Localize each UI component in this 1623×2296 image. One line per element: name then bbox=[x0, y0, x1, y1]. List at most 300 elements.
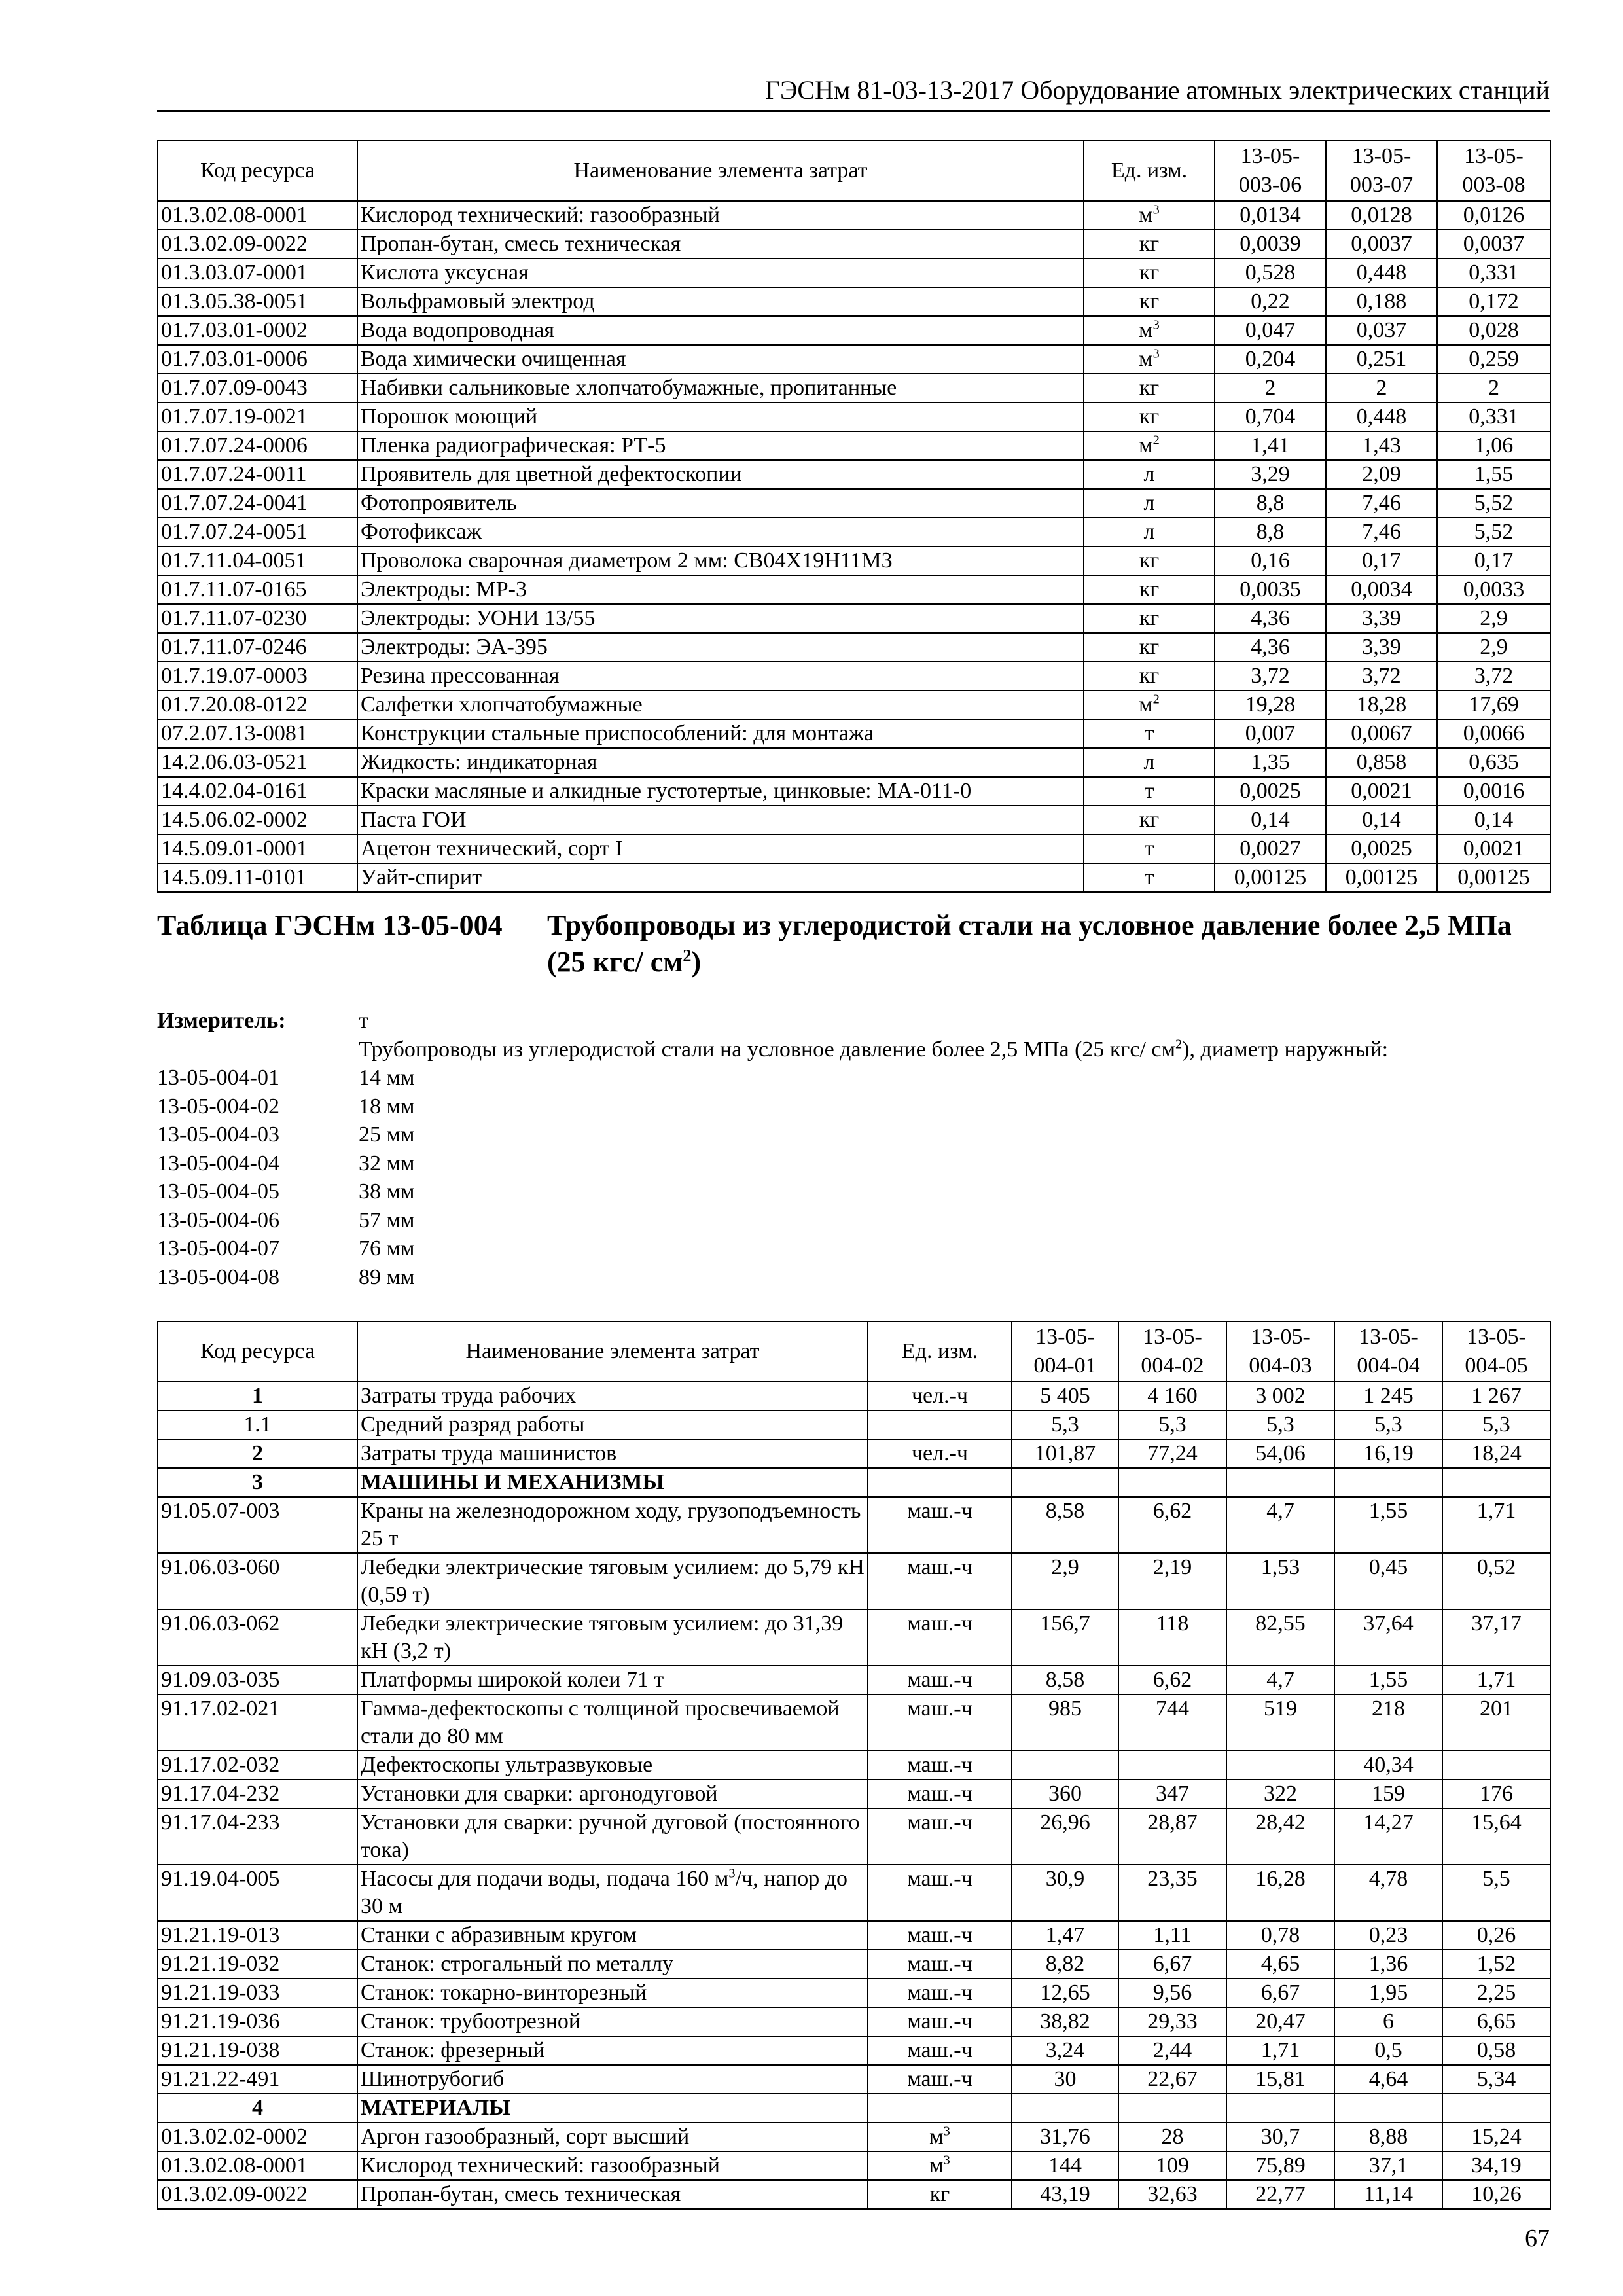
cost-element-name: Краны на железнодорожном ходу, грузоподъемность 25 т bbox=[357, 1497, 868, 1553]
value: 11,14 bbox=[1334, 2180, 1442, 2209]
cost-element-name: Электроды: УОНИ 13/55 bbox=[357, 604, 1084, 633]
value: 32,63 bbox=[1118, 2180, 1226, 2209]
cost-element-name: Насосы для подачи воды, подача 160 $м^3/ч$, напор до 30 м bbox=[357, 1865, 868, 1921]
resource-code: 91.21.19-032 bbox=[158, 1950, 357, 1979]
table1-header-cell-5: 13-05- 003-08 bbox=[1437, 141, 1550, 201]
resource-code: 1 bbox=[158, 1382, 357, 1410]
cost-element-name: Вода химически очищенная bbox=[357, 345, 1084, 374]
unit: маш.-ч bbox=[868, 1695, 1012, 1751]
value: 8,8 bbox=[1215, 489, 1326, 518]
value: 17,69 bbox=[1437, 691, 1550, 719]
unit: чел.-ч bbox=[868, 1439, 1012, 1468]
unit: $м^3$ bbox=[868, 2123, 1012, 2151]
unit: т bbox=[1084, 719, 1215, 748]
value: 28,87 bbox=[1118, 1808, 1226, 1865]
unit: $м^3$ bbox=[1084, 201, 1215, 230]
cost-element-name: Электроды: ЭА-395 bbox=[357, 633, 1084, 662]
value: 3 002 bbox=[1226, 1382, 1334, 1410]
value: 101,87 bbox=[1012, 1439, 1118, 1468]
measure-item bbox=[157, 1149, 1550, 1178]
value: 54,06 bbox=[1226, 1439, 1334, 1468]
value: 5,3 bbox=[1012, 1410, 1118, 1439]
value: 0,448 bbox=[1326, 403, 1437, 431]
value: 0,17 bbox=[1437, 547, 1550, 575]
table-row bbox=[158, 777, 1550, 806]
table-row bbox=[158, 2180, 1550, 2209]
cost-element-name: Лебедки электрические тяговым усилием: до 5,79 кН (0,59 т) bbox=[357, 1553, 868, 1609]
resource-code: 01.3.02.02-0002 bbox=[158, 2123, 357, 2151]
unit: $м^2$ bbox=[1084, 691, 1215, 719]
value: 30,7 bbox=[1226, 2123, 1334, 2151]
value: 4 160 bbox=[1118, 1382, 1226, 1410]
value: 0,0128 bbox=[1326, 201, 1437, 230]
cost-element-name: Дефектоскопы ультразвуковые bbox=[357, 1751, 868, 1780]
value: 1,55 bbox=[1437, 460, 1550, 489]
value: 0,331 bbox=[1437, 259, 1550, 287]
value: 40,34 bbox=[1334, 1751, 1442, 1780]
value: 1,71 bbox=[1442, 1666, 1550, 1695]
unit: кг bbox=[1084, 287, 1215, 316]
cost-element-name: Шинотрубогиб bbox=[357, 2065, 868, 2094]
cost-element-name: Платформы широкой колеи 71 т bbox=[357, 1666, 868, 1695]
unit: маш.-ч bbox=[868, 1979, 1012, 2007]
value: 0,5 bbox=[1334, 2036, 1442, 2065]
value: 18,28 bbox=[1326, 691, 1437, 719]
value: 2,09 bbox=[1326, 460, 1437, 489]
resource-code: 91.09.03-035 bbox=[158, 1666, 357, 1695]
value: 218 bbox=[1334, 1695, 1442, 1751]
value: 4,65 bbox=[1226, 1950, 1334, 1979]
cost-element-name: Салфетки хлопчатобумажные bbox=[357, 691, 1084, 719]
unit: кг bbox=[1084, 374, 1215, 403]
value: 8,88 bbox=[1334, 2123, 1442, 2151]
value: 744 bbox=[1118, 1695, 1226, 1751]
value: 6,65 bbox=[1442, 2007, 1550, 2036]
unit: маш.-ч bbox=[868, 1780, 1012, 1808]
resource-code: 01.7.19.07-0003 bbox=[158, 662, 357, 691]
unit bbox=[868, 1410, 1012, 1439]
measure-item-diameter: 89 мм bbox=[359, 1265, 415, 1289]
cost-element-name: Станок: трубоотрезной bbox=[357, 2007, 868, 2036]
value: 75,89 bbox=[1226, 2151, 1334, 2180]
unit bbox=[868, 2094, 1012, 2123]
cost-element-name: Вода водопроводная bbox=[357, 316, 1084, 345]
unit: кг bbox=[1084, 806, 1215, 834]
resource-code: 01.7.03.01-0002 bbox=[158, 316, 357, 345]
cost-element-name: Аргон газообразный, сорт высший bbox=[357, 2123, 868, 2151]
resource-code: 01.7.07.09-0043 bbox=[158, 374, 357, 403]
value: 0,17 bbox=[1326, 547, 1437, 575]
resource-code: 01.3.05.38-0051 bbox=[158, 287, 357, 316]
value bbox=[1442, 2094, 1550, 2123]
table-row bbox=[158, 431, 1550, 460]
measure-item-code: 13-05-004-07 bbox=[157, 1236, 279, 1261]
table1-header-cell-2: Ед. изм. bbox=[1084, 141, 1215, 201]
value: 144 bbox=[1012, 2151, 1118, 2180]
cost-element-name: Станок: фрезерный bbox=[357, 2036, 868, 2065]
resource-code: 01.3.02.08-0001 bbox=[158, 201, 357, 230]
value: 1 267 bbox=[1442, 1382, 1550, 1410]
value: 3,39 bbox=[1326, 633, 1437, 662]
cost-element-name: Конструкции стальные приспособлений: для монтажа bbox=[357, 719, 1084, 748]
value: 0,0035 bbox=[1215, 575, 1326, 604]
value: 0,26 bbox=[1442, 1921, 1550, 1950]
value: 0,172 bbox=[1437, 287, 1550, 316]
value: 3,29 bbox=[1215, 460, 1326, 489]
table-row bbox=[158, 1808, 1550, 1865]
value: 1,47 bbox=[1012, 1921, 1118, 1950]
cost-element-name: Проволока сварочная диаметром 2 мм: СВ04Х19Н11М3 bbox=[357, 547, 1084, 575]
value: 0,858 bbox=[1326, 748, 1437, 777]
measure-item-code: 13-05-004-03 bbox=[157, 1122, 279, 1147]
value: 5,3 bbox=[1334, 1410, 1442, 1439]
value: 0,0016 bbox=[1437, 777, 1550, 806]
resource-code: 01.3.02.09-0022 bbox=[158, 230, 357, 259]
table1-header-cell-3: 13-05- 003-06 bbox=[1215, 141, 1326, 201]
unit: л bbox=[1084, 518, 1215, 547]
table-row bbox=[158, 1780, 1550, 1808]
resource-code: 14.5.09.01-0001 bbox=[158, 834, 357, 863]
table-row bbox=[158, 863, 1550, 892]
value bbox=[1334, 1468, 1442, 1497]
value: 4,64 bbox=[1334, 2065, 1442, 2094]
resource-code: 91.17.02-032 bbox=[158, 1751, 357, 1780]
unit: чел.-ч bbox=[868, 1382, 1012, 1410]
value: 0,0033 bbox=[1437, 575, 1550, 604]
value: 16,19 bbox=[1334, 1439, 1442, 1468]
table-row bbox=[158, 2151, 1550, 2180]
value: 0,22 bbox=[1215, 287, 1326, 316]
value: 23,35 bbox=[1118, 1865, 1226, 1921]
value: 1 245 bbox=[1334, 1382, 1442, 1410]
unit: кг bbox=[1084, 633, 1215, 662]
value: 3,72 bbox=[1437, 662, 1550, 691]
value bbox=[1226, 1468, 1334, 1497]
resource-code: 01.7.11.07-0165 bbox=[158, 575, 357, 604]
value: 7,46 bbox=[1326, 489, 1437, 518]
table1-header-cell-1: Наименование элемента затрат bbox=[357, 141, 1084, 201]
value: 3,72 bbox=[1326, 662, 1437, 691]
table2-header-cell-7: 13-05- 004-05 bbox=[1442, 1321, 1550, 1382]
value: 7,46 bbox=[1326, 518, 1437, 547]
value: 8,8 bbox=[1215, 518, 1326, 547]
value: 4,78 bbox=[1334, 1865, 1442, 1921]
table-row bbox=[158, 2007, 1550, 2036]
value: 8,58 bbox=[1012, 1666, 1118, 1695]
value: 4,36 bbox=[1215, 604, 1326, 633]
table-row bbox=[158, 748, 1550, 777]
table-row bbox=[158, 662, 1550, 691]
value: 12,65 bbox=[1012, 1979, 1118, 2007]
value: 347 bbox=[1118, 1780, 1226, 1808]
value: 322 bbox=[1226, 1780, 1334, 1808]
resource-code: 1.1 bbox=[158, 1410, 357, 1439]
value: 1,06 bbox=[1437, 431, 1550, 460]
value: 0,028 bbox=[1437, 316, 1550, 345]
value bbox=[1334, 2094, 1442, 2123]
cost-element-name: Установки для сварки: ручной дуговой (постоянного тока) bbox=[357, 1808, 868, 1865]
table2-header bbox=[158, 1321, 1550, 1382]
value: 0,78 bbox=[1226, 1921, 1334, 1950]
value: 22,67 bbox=[1118, 2065, 1226, 2094]
value: 0,704 bbox=[1215, 403, 1326, 431]
table2-header-cell-2: Ед. изм. bbox=[868, 1321, 1012, 1382]
value: 82,55 bbox=[1226, 1609, 1334, 1666]
table-row bbox=[158, 1497, 1550, 1553]
value: 201 bbox=[1442, 1695, 1550, 1751]
resource-code: 07.2.07.13-0081 bbox=[158, 719, 357, 748]
value: 0,635 bbox=[1437, 748, 1550, 777]
section-title: Трубопроводы из углеродистой стали на условное давление более 2,5 МПа (25 кгс/ $см^2$) bbox=[547, 909, 1512, 978]
value: 2,25 bbox=[1442, 1979, 1550, 2007]
value bbox=[1118, 2094, 1226, 2123]
table-row bbox=[158, 460, 1550, 489]
value: 2,9 bbox=[1012, 1553, 1118, 1609]
value: 1,41 bbox=[1215, 431, 1326, 460]
value: 4,7 bbox=[1226, 1497, 1334, 1553]
measure-item bbox=[157, 1177, 1550, 1206]
value bbox=[1442, 1468, 1550, 1497]
cost-element-name: Краски масляные и алкидные густотертые, цинковые: МА-011-0 bbox=[357, 777, 1084, 806]
value bbox=[1226, 1751, 1334, 1780]
unit: маш.-ч bbox=[868, 1497, 1012, 1553]
resource-code: 01.7.11.07-0230 bbox=[158, 604, 357, 633]
cost-element-name: Порошок моющий bbox=[357, 403, 1084, 431]
value: 18,24 bbox=[1442, 1439, 1550, 1468]
value: 37,17 bbox=[1442, 1609, 1550, 1666]
value: 37,64 bbox=[1334, 1609, 1442, 1666]
resource-code: 14.4.02.04-0161 bbox=[158, 777, 357, 806]
value: 5 405 bbox=[1012, 1382, 1118, 1410]
unit: кг bbox=[1084, 662, 1215, 691]
resource-code: 01.3.02.08-0001 bbox=[158, 2151, 357, 2180]
table-row bbox=[158, 547, 1550, 575]
unit: т bbox=[1084, 777, 1215, 806]
table1-header-cell-0: Код ресурса bbox=[158, 141, 357, 201]
value: 1,55 bbox=[1334, 1666, 1442, 1695]
resource-code: 91.06.03-062 bbox=[158, 1609, 357, 1666]
cost-element-name: Гамма-дефектоскопы с толщиной просвечиваемой стали до 80 мм bbox=[357, 1695, 868, 1751]
value: 0,331 bbox=[1437, 403, 1550, 431]
cost-element-name: Уайт-спирит bbox=[357, 863, 1084, 892]
resource-code: 91.17.04-233 bbox=[158, 1808, 357, 1865]
table-row bbox=[158, 403, 1550, 431]
value: 1,52 bbox=[1442, 1950, 1550, 1979]
value: 6 bbox=[1334, 2007, 1442, 2036]
value: 5,52 bbox=[1437, 489, 1550, 518]
value: 14,27 bbox=[1334, 1808, 1442, 1865]
value: 6,62 bbox=[1118, 1666, 1226, 1695]
measure-item bbox=[157, 1263, 1550, 1292]
value: 0,14 bbox=[1215, 806, 1326, 834]
cost-element-name: МАШИНЫ И МЕХАНИЗМЫ bbox=[357, 1468, 868, 1497]
table-row bbox=[158, 1950, 1550, 1979]
unit: т bbox=[1084, 863, 1215, 892]
value: 2,19 bbox=[1118, 1553, 1226, 1609]
table2-header-cell-6: 13-05- 004-04 bbox=[1334, 1321, 1442, 1382]
cost-element-name: Лебедки электрические тяговым усилием: до 31,39 кН (3,2 т) bbox=[357, 1609, 868, 1666]
measure-item-diameter: 38 мм bbox=[359, 1179, 415, 1204]
value: 156,7 bbox=[1012, 1609, 1118, 1666]
running-header-text: ГЭСНм 81-03-13-2017 Оборудование атомных электрических станций bbox=[764, 75, 1550, 105]
value: 0,58 bbox=[1442, 2036, 1550, 2065]
value: 8,82 bbox=[1012, 1950, 1118, 1979]
unit: маш.-ч bbox=[868, 2007, 1012, 2036]
value: 0,14 bbox=[1326, 806, 1437, 834]
value: 31,76 bbox=[1012, 2123, 1118, 2151]
measure-item-code: 13-05-004-08 bbox=[157, 1265, 279, 1289]
unit: маш.-ч bbox=[868, 1865, 1012, 1921]
table-row bbox=[158, 575, 1550, 604]
value: 5,3 bbox=[1118, 1410, 1226, 1439]
resource-code: 01.7.07.19-0021 bbox=[158, 403, 357, 431]
unit: маш.-ч bbox=[868, 1666, 1012, 1695]
value: 0,251 bbox=[1326, 345, 1437, 374]
value: 0,0126 bbox=[1437, 201, 1550, 230]
unit: л bbox=[1084, 748, 1215, 777]
cost-element-name: Станок: строгальный по металлу bbox=[357, 1950, 868, 1979]
table-row bbox=[158, 1979, 1550, 2007]
measure-item bbox=[157, 1121, 1550, 1149]
value bbox=[1012, 2094, 1118, 2123]
value: 1,43 bbox=[1326, 431, 1437, 460]
value: 28 bbox=[1118, 2123, 1226, 2151]
unit: кг bbox=[1084, 575, 1215, 604]
resource-code: 91.21.19-038 bbox=[158, 2036, 357, 2065]
cost-element-name: Ацетон технический, сорт I bbox=[357, 834, 1084, 863]
table-row bbox=[158, 287, 1550, 316]
value: 0,047 bbox=[1215, 316, 1326, 345]
cost-element-name: Резина прессованная bbox=[357, 662, 1084, 691]
table1-body bbox=[158, 201, 1550, 892]
resource-code: 3 bbox=[158, 1468, 357, 1497]
measure-item-code: 13-05-004-01 bbox=[157, 1066, 279, 1090]
unit: кг bbox=[1084, 604, 1215, 633]
table-row bbox=[158, 518, 1550, 547]
value: 1,95 bbox=[1334, 1979, 1442, 2007]
value: 176 bbox=[1442, 1780, 1550, 1808]
running-header bbox=[157, 73, 1550, 112]
cost-element-name: Затраты труда машинистов bbox=[357, 1439, 868, 1468]
cost-element-name: МАТЕРИАЛЫ bbox=[357, 2094, 868, 2123]
unit: маш.-ч bbox=[868, 1950, 1012, 1979]
unit: т bbox=[1084, 834, 1215, 863]
table-row bbox=[158, 230, 1550, 259]
resource-code: 14.5.09.11-0101 bbox=[158, 863, 357, 892]
value: 0,23 bbox=[1334, 1921, 1442, 1950]
value: 30 bbox=[1012, 2065, 1118, 2094]
unit bbox=[868, 1468, 1012, 1497]
measure-item-diameter: 32 мм bbox=[359, 1151, 415, 1175]
table-row bbox=[158, 2123, 1550, 2151]
cost-element-name: Затраты труда рабочих bbox=[357, 1382, 868, 1410]
measure-block bbox=[157, 1007, 1550, 1291]
cost-element-name: Кислота уксусная bbox=[357, 259, 1084, 287]
table1-header-cell-4: 13-05- 003-07 bbox=[1326, 141, 1437, 201]
unit: л bbox=[1084, 460, 1215, 489]
value: 9,56 bbox=[1118, 1979, 1226, 2007]
value: 29,33 bbox=[1118, 2007, 1226, 2036]
value: 0,45 bbox=[1334, 1553, 1442, 1609]
table-row bbox=[158, 1609, 1550, 1666]
resource-code: 01.7.07.24-0006 bbox=[158, 431, 357, 460]
value bbox=[1012, 1751, 1118, 1780]
table-row bbox=[158, 1439, 1550, 1468]
resource-code: 91.21.22-491 bbox=[158, 2065, 357, 2094]
section-label: Таблица ГЭСНм 13-05-004 bbox=[157, 909, 503, 941]
measure-item bbox=[157, 1064, 1550, 1092]
table2-body bbox=[158, 1382, 1550, 2209]
value: 0,16 bbox=[1215, 547, 1326, 575]
value: 26,96 bbox=[1012, 1808, 1118, 1865]
value: 6,62 bbox=[1118, 1497, 1226, 1553]
unit: кг bbox=[1084, 259, 1215, 287]
table-row bbox=[158, 691, 1550, 719]
table-row bbox=[158, 1921, 1550, 1950]
resource-code: 91.21.19-013 bbox=[158, 1921, 357, 1950]
unit: кг bbox=[1084, 547, 1215, 575]
table-row bbox=[158, 1695, 1550, 1751]
value: 0,204 bbox=[1215, 345, 1326, 374]
resource-code: 01.7.07.24-0011 bbox=[158, 460, 357, 489]
value: 0,0021 bbox=[1326, 777, 1437, 806]
resource-code: 14.2.06.03-0521 bbox=[158, 748, 357, 777]
value: 0,00125 bbox=[1437, 863, 1550, 892]
measure-unit: т bbox=[359, 1009, 368, 1033]
value: 6,67 bbox=[1118, 1950, 1226, 1979]
value: 28,42 bbox=[1226, 1808, 1334, 1865]
resource-code: 01.7.11.07-0246 bbox=[158, 633, 357, 662]
value: 8,58 bbox=[1012, 1497, 1118, 1553]
value: 2,9 bbox=[1437, 604, 1550, 633]
value bbox=[1012, 1468, 1118, 1497]
cost-element-name: Кислород технический: газообразный bbox=[357, 2151, 868, 2180]
table-row bbox=[158, 345, 1550, 374]
value: 0,0021 bbox=[1437, 834, 1550, 863]
value: 1,55 bbox=[1334, 1497, 1442, 1553]
cost-element-name: Вольфрамовый электрод bbox=[357, 287, 1084, 316]
value: 360 bbox=[1012, 1780, 1118, 1808]
value: 0,0067 bbox=[1326, 719, 1437, 748]
value: 0,0025 bbox=[1215, 777, 1326, 806]
cost-element-name: Фотопроявитель bbox=[357, 489, 1084, 518]
table2-header-cell-1: Наименование элемента затрат bbox=[357, 1321, 868, 1382]
table-row bbox=[158, 1468, 1550, 1497]
value: 5,52 bbox=[1437, 518, 1550, 547]
unit: $м^3$ bbox=[868, 2151, 1012, 2180]
measure-label: Измеритель: bbox=[157, 1009, 286, 1033]
table-row bbox=[158, 719, 1550, 748]
measure-item-diameter: 18 мм bbox=[359, 1094, 415, 1119]
measure-item-code: 13-05-004-06 bbox=[157, 1208, 279, 1232]
table-row bbox=[158, 259, 1550, 287]
cost-element-name: Станок: токарно-винторезный bbox=[357, 1979, 868, 2007]
value: 16,28 bbox=[1226, 1865, 1334, 1921]
unit: маш.-ч bbox=[868, 2036, 1012, 2065]
measure-item-code: 13-05-004-05 bbox=[157, 1179, 279, 1204]
value: 0,0037 bbox=[1437, 230, 1550, 259]
table2-header-cell-0: Код ресурса bbox=[158, 1321, 357, 1382]
unit: маш.-ч bbox=[868, 1921, 1012, 1950]
value: 3,72 bbox=[1215, 662, 1326, 691]
resource-code: 4 bbox=[158, 2094, 357, 2123]
unit: маш.-ч bbox=[868, 1553, 1012, 1609]
value: 0,0066 bbox=[1437, 719, 1550, 748]
value: 5,3 bbox=[1226, 1410, 1334, 1439]
unit: л bbox=[1084, 489, 1215, 518]
measure-item bbox=[157, 1092, 1550, 1121]
resource-code: 2 bbox=[158, 1439, 357, 1468]
